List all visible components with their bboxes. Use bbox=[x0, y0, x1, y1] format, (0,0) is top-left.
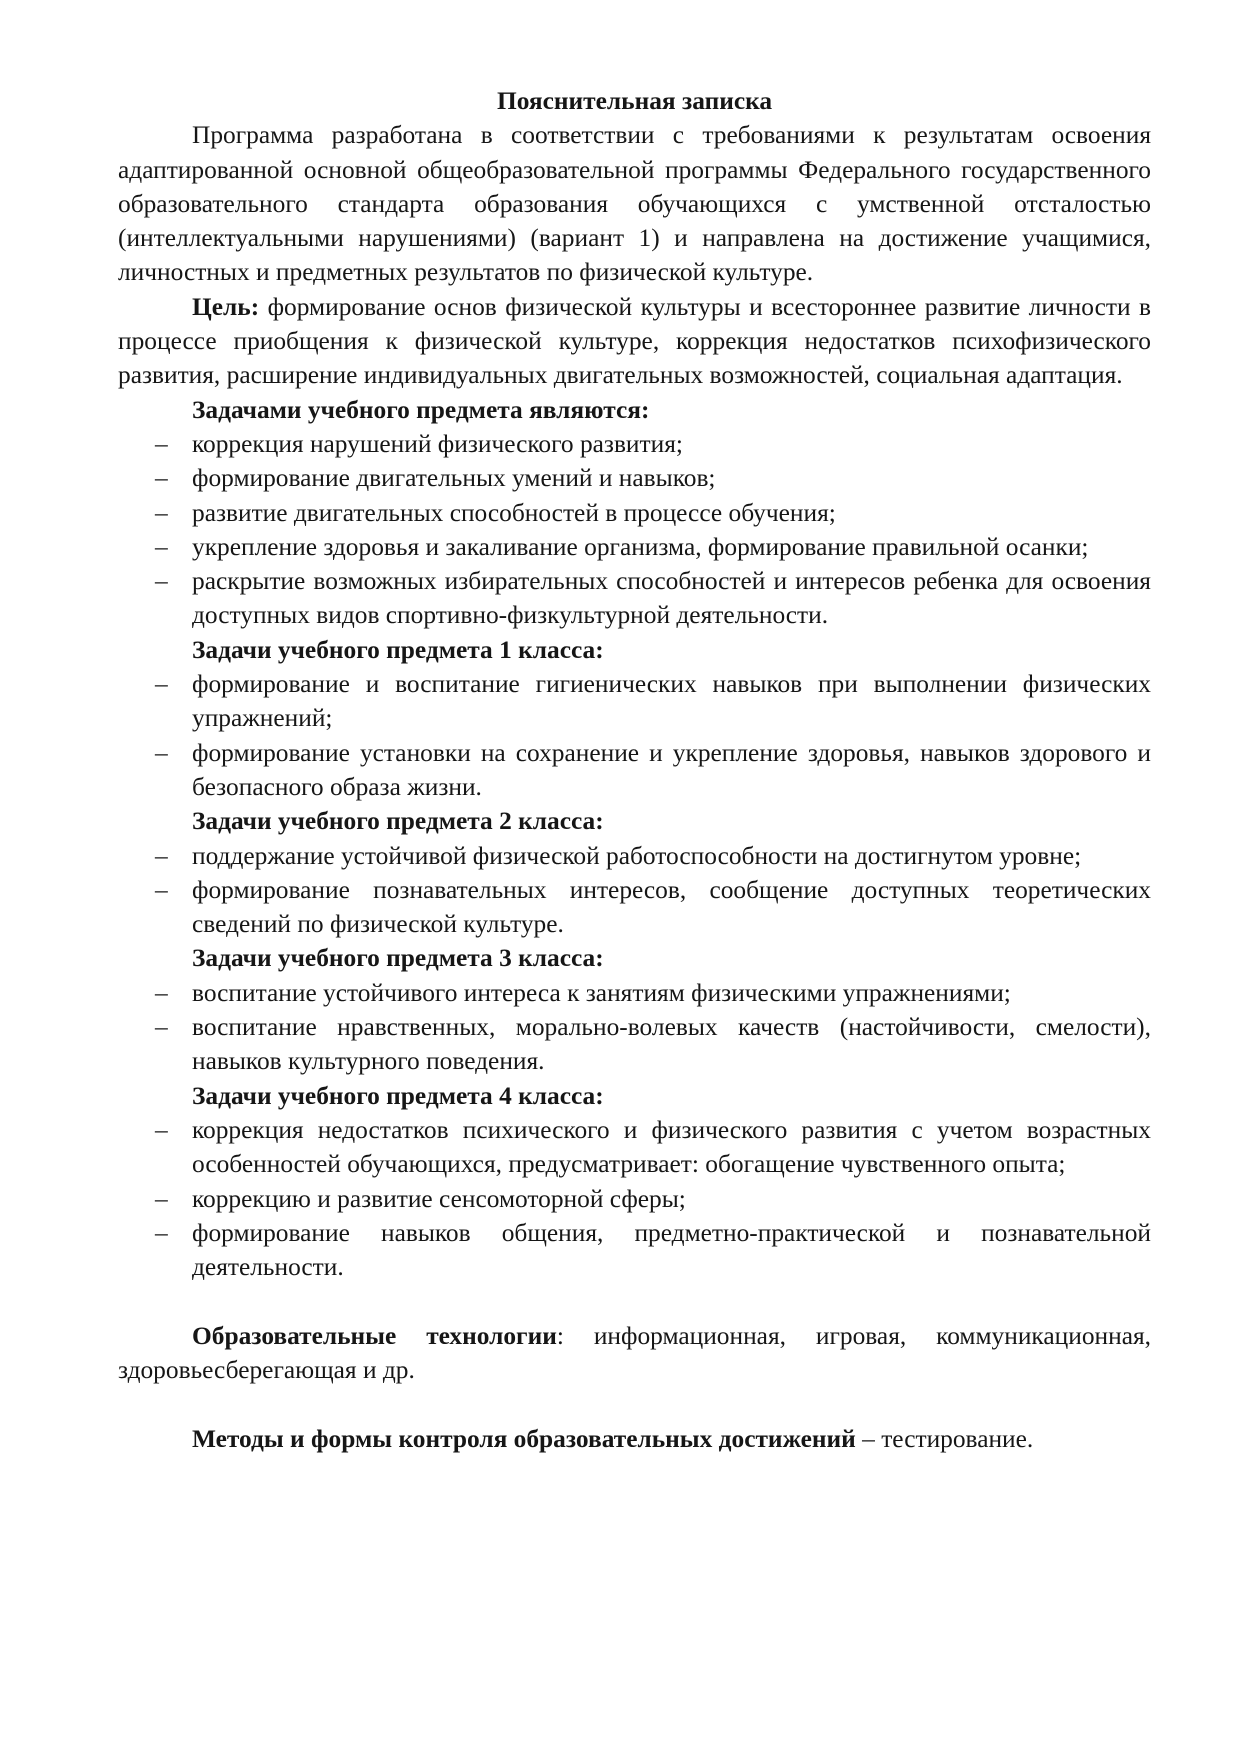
list-item bbox=[118, 976, 1151, 1010]
list-item-text: формирование двигательных умений и навыков; bbox=[192, 464, 716, 493]
dash-bullet: – bbox=[155, 464, 168, 493]
list-item-text: формирование познавательных интересов, сообщение доступных теоретических сведений по физической культуре. bbox=[192, 875, 1151, 939]
dash-bullet: – bbox=[155, 1218, 168, 1247]
list-item bbox=[118, 667, 1151, 736]
document-page bbox=[118, 84, 1151, 1456]
dash-bullet: – bbox=[155, 429, 168, 458]
list-item-text: коррекцию и развитие сенсомоторной сферы; bbox=[192, 1184, 686, 1213]
list-item-text: формирование навыков общения, предметно-практической и познавательной деятельности. bbox=[192, 1218, 1151, 1282]
list-item bbox=[118, 873, 1151, 942]
dash-bullet: – bbox=[155, 1115, 168, 1144]
task-list bbox=[118, 667, 1151, 804]
methods-label: Методы и формы контроля образовательных достижений bbox=[192, 1424, 856, 1453]
list-item bbox=[118, 1216, 1151, 1285]
task-list bbox=[118, 976, 1151, 1079]
list-item-text: поддержание устойчивой физической работоспособности на достигнутом уровне; bbox=[192, 841, 1082, 870]
section-heading: Задачи учебного предмета 1 класса: bbox=[192, 635, 604, 664]
spacer bbox=[118, 1387, 1151, 1421]
list-item bbox=[118, 564, 1151, 633]
list-item-text: воспитание устойчивого интереса к занятиям физическими упражнениями; bbox=[192, 978, 1011, 1007]
list-item bbox=[118, 530, 1151, 564]
dash-bullet: – bbox=[155, 1013, 168, 1042]
section-heading: Задачи учебного предмета 3 класса: bbox=[192, 944, 604, 973]
task-list bbox=[118, 839, 1151, 942]
list-item bbox=[118, 427, 1151, 461]
list-item-text: коррекция недостатков психического и физического развития с учетом возрастных особенностей обучающихся, предусматривает: обогащение чувственного опыта; bbox=[192, 1115, 1151, 1179]
goal-paragraph bbox=[118, 290, 1151, 393]
section-heading: Задачами учебного предмета являются: bbox=[192, 395, 650, 424]
dash-bullet: – bbox=[155, 875, 168, 904]
list-item bbox=[118, 1010, 1151, 1079]
task-list bbox=[118, 1113, 1151, 1284]
technologies-paragraph bbox=[118, 1319, 1151, 1388]
list-item bbox=[118, 496, 1151, 530]
technologies-text: : информационная, игровая, коммуникационная, здоровьесберегающая и др. bbox=[118, 1321, 1151, 1384]
tasks-sections bbox=[118, 393, 1151, 1285]
list-item-text: развитие двигательных способностей в процессе обучения; bbox=[192, 498, 836, 527]
intro-paragraph: Программа разработана в соответствии с требованиями к результатам освоения адаптированной основной общеобразовательной программы Федерального государственного образовательного стандарта образования обучающихся с умственной отсталостью (интеллектуальными нарушениями) (вариант 1) и направлена на достижение учащимися, личностных и предметных результатов по физической культуре. bbox=[118, 121, 1151, 287]
list-item-text: воспитание нравственных, морально-волевых качеств (настойчивости, смелости), навыков культурного поведения. bbox=[192, 1013, 1151, 1076]
section-heading: Задачи учебного предмета 4 класса: bbox=[192, 1081, 604, 1110]
list-item-text: формирование и воспитание гигиенических навыков при выполнении физических упражнений; bbox=[192, 670, 1151, 733]
dash-bullet: – bbox=[155, 567, 168, 596]
dash-bullet: – bbox=[155, 1184, 168, 1213]
methods-paragraph bbox=[118, 1422, 1151, 1456]
list-item bbox=[118, 736, 1151, 805]
list-item bbox=[118, 1113, 1151, 1182]
task-list bbox=[118, 427, 1151, 633]
list-item-text: формирование установки на сохранение и укрепление здоровья, навыков здорового и безопасного образа жизни. bbox=[192, 738, 1151, 801]
list-item-text: раскрытие возможных избирательных способностей и интересов ребенка для освоения доступных видов спортивно-физкультурной деятельности. bbox=[192, 567, 1151, 630]
section-heading: Задачи учебного предмета 2 класса: bbox=[192, 807, 604, 836]
spacer bbox=[118, 1284, 1151, 1318]
dash-bullet: – bbox=[155, 498, 168, 527]
dash-bullet: – bbox=[155, 978, 168, 1007]
document-title: Пояснительная записка bbox=[496, 87, 773, 115]
methods-text: – тестирование. bbox=[855, 1424, 1034, 1453]
list-item bbox=[118, 461, 1151, 495]
dash-bullet: – bbox=[155, 670, 168, 699]
dash-bullet: – bbox=[155, 532, 168, 561]
goal-text: формирование основ физической культуры и всестороннее развитие личности в процессе приобщения к физической культуре, коррекция недостатков психофизического развития, расширение индивидуальных двигательных возможностей, социальная адаптация. bbox=[118, 292, 1151, 390]
list-item bbox=[118, 1182, 1151, 1216]
list-item bbox=[118, 839, 1151, 873]
dash-bullet: – bbox=[155, 841, 168, 870]
goal-label: Цель: bbox=[192, 292, 260, 321]
list-item-text: укрепление здоровья и закаливание организма, формирование правильной осанки; bbox=[192, 532, 1089, 561]
technologies-label: Образовательные технологии bbox=[192, 1321, 557, 1350]
list-item-text: коррекция нарушений физического развития; bbox=[192, 429, 683, 458]
dash-bullet: – bbox=[155, 738, 168, 767]
